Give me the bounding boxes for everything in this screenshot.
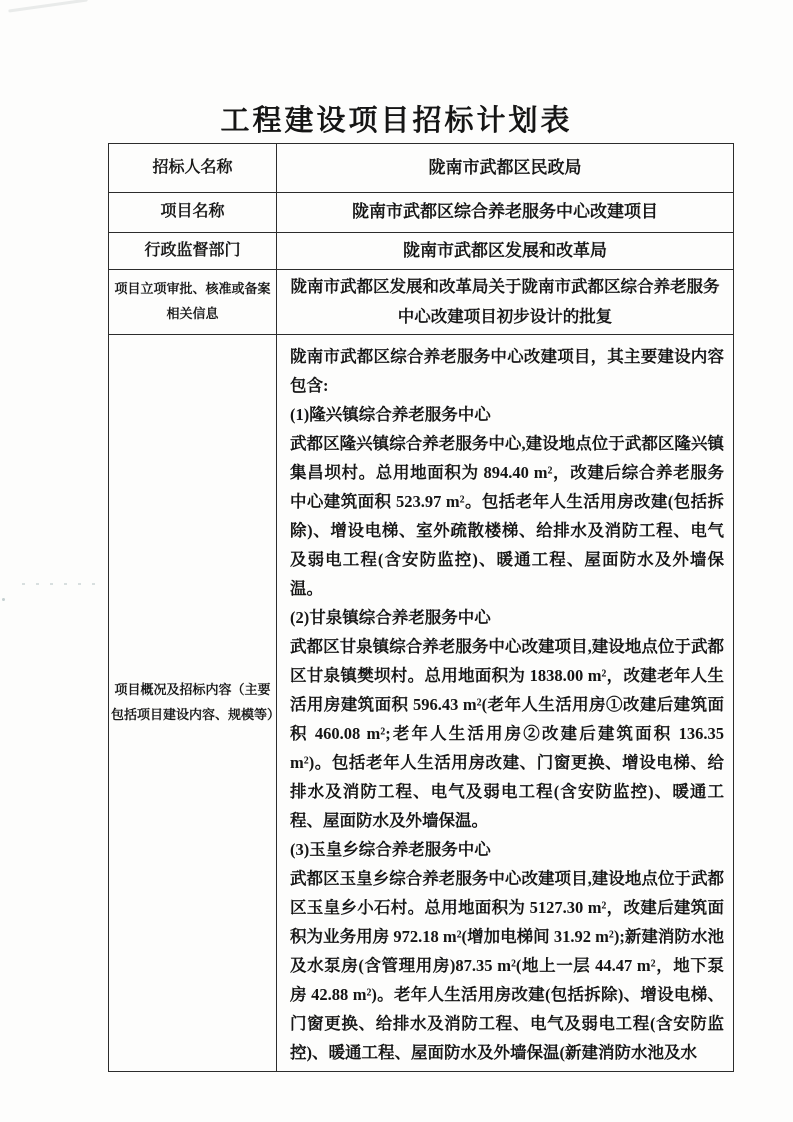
row-value-supervision-department: 陇南市武都区发展和改革局 bbox=[277, 233, 734, 270]
scan-specks bbox=[22, 583, 102, 585]
table-row-bidder-name bbox=[109, 144, 734, 193]
overview-item3-body: 武都区玉皇乡综合养老服务中心改建项目,建设地点位于武都区玉皇乡小石村。总用地面积为 5127.30 m²，改建后建筑面积为业务用房 972.18 m²(增加电梯间 31.92 m²);新建消防水池及水泵房(含管理用房)87.35 m²(地上一层 44.47 m²，地下泵房 42.88 m²)。老年人生活用房改建(包括拆除)、增设电梯、门窗更换、给排水及消防工程、电气及弱电工程(含安防监控)、暖通工程、屋面防水及外墙保温(新建消防水池及水 bbox=[290, 869, 724, 1062]
table-row-project-name bbox=[109, 193, 734, 233]
row-label-bidder-name: 招标人名称 bbox=[109, 144, 277, 193]
page-title: 工程建设项目招标计划表 bbox=[220, 105, 573, 137]
overview-item2-heading: (2)甘泉镇综合养老服务中心 bbox=[290, 608, 491, 627]
table-row-approval-info bbox=[109, 270, 734, 335]
table-row-project-overview bbox=[109, 335, 734, 1072]
table-row-supervision-department bbox=[109, 233, 734, 270]
row-value-approval-info: 陇南市武都区发展和改革局关于陇南市武都区综合养老服务中心改建项目初步设计的批复 bbox=[277, 270, 734, 335]
row-value-project-name: 陇南市武都区综合养老服务中心改建项目 bbox=[277, 193, 734, 233]
overview-item2-body: 武都区甘泉镇综合养老服务中心改建项目,建设地点位于武都区甘泉镇樊坝村。总用地面积为 1838.00 m²，改建老年人生活用房建筑面积 596.43 m²(老年人生活用房①改建后建筑面积 460.08 m²;老年人生活用房②改建后建筑面积 136.35 m²)。包括老年人生活用房改建、门窗更换、增设电梯、给排水及消防工程、电气及弱电工程(含安防监控)、暖通工程、屋面防水及外墙保温。 bbox=[290, 637, 724, 830]
row-label-supervision-department: 行政监督部门 bbox=[109, 233, 277, 270]
overview-item1-body: 武都区隆兴镇综合养老服务中心,建设地点位于武都区隆兴镇集昌坝村。总用地面积为 894.40 m²，改建后综合养老服务中心建筑面积 523.97 m²。包括老年人生活用房改建(包括拆除)、增设电梯、室外疏散楼梯、给排水及消防工程、电气及弱电工程(含安防监控)、暖通工程、屋面防水及外墙保温。 bbox=[290, 434, 724, 598]
row-label-project-name: 项目名称 bbox=[109, 193, 277, 233]
scan-smudge bbox=[8, 0, 88, 13]
scan-speck-dot bbox=[2, 598, 5, 601]
row-label-project-overview: 项目概况及招标内容（主要包括项目建设内容、规模等） bbox=[109, 335, 277, 1072]
row-label-approval-info: 项目立项审批、核准或备案相关信息 bbox=[109, 270, 277, 335]
row-value-project-overview bbox=[277, 335, 734, 1072]
overview-item1-heading: (1)隆兴镇综合养老服务中心 bbox=[290, 405, 491, 424]
row-value-bidder-name: 陇南市武都区民政局 bbox=[277, 144, 734, 193]
overview-item3-heading: (3)玉皇乡综合养老服务中心 bbox=[290, 840, 491, 859]
overview-intro-paragraph: 陇南市武都区综合养老服务中心改建项目，其主要建设内容包含: bbox=[290, 347, 724, 395]
bidding-plan-table bbox=[108, 143, 734, 1072]
